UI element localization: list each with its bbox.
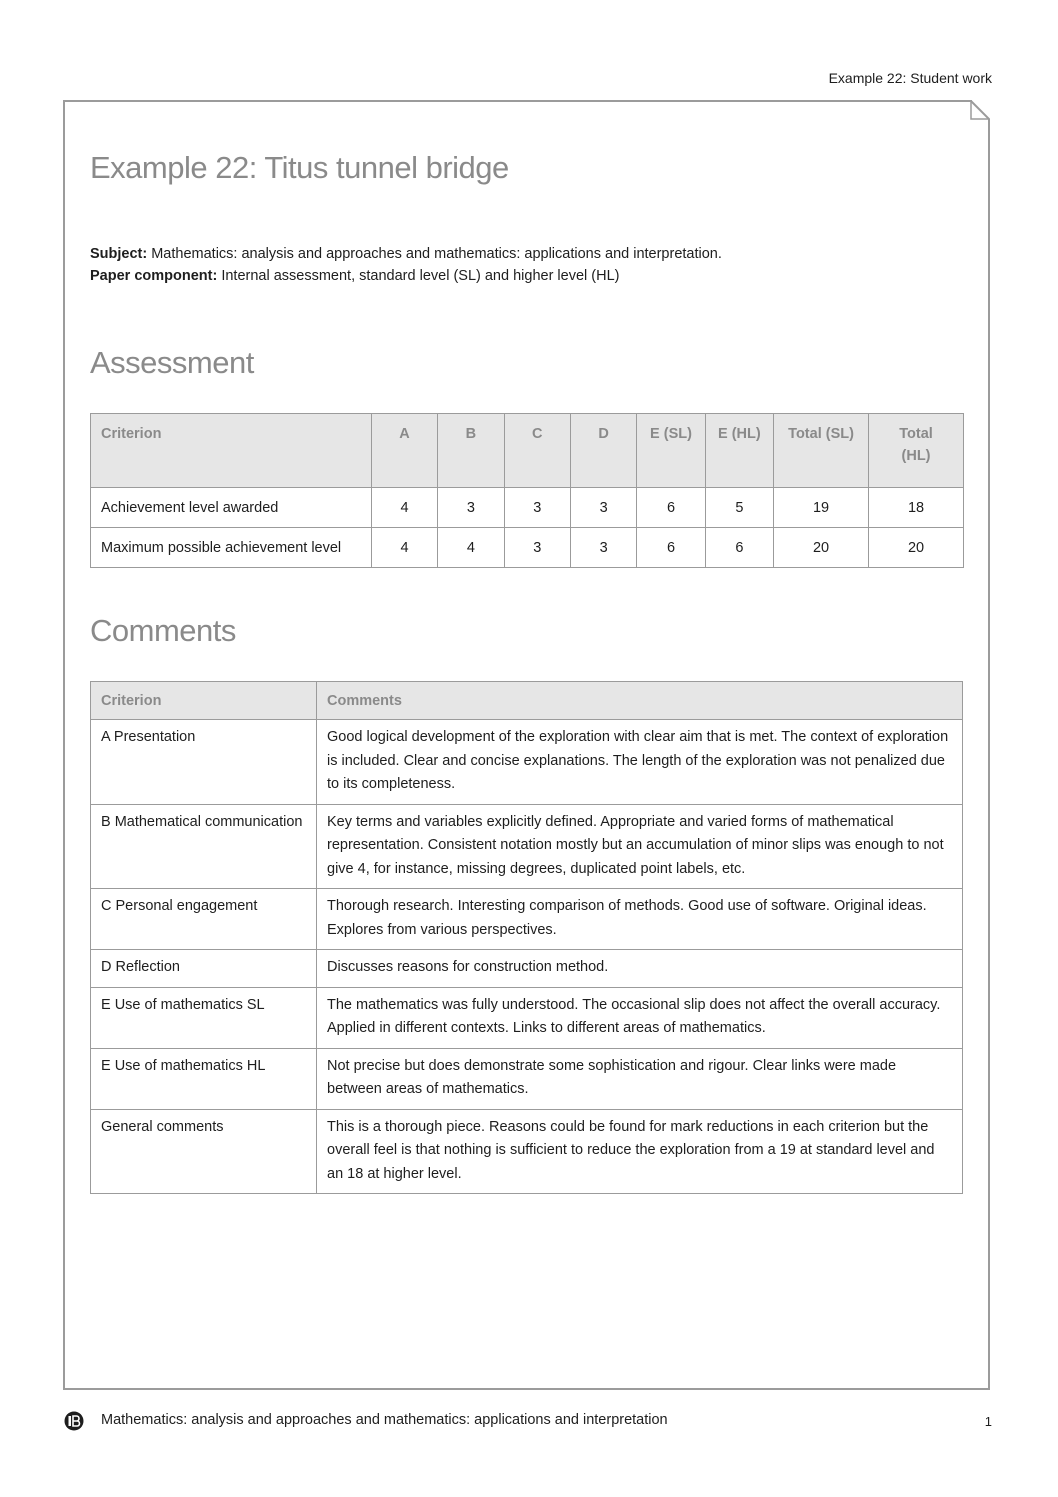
comment-row-presentation — [91, 720, 963, 805]
comment-text: Good logical development of the exploration with clear aim that is met. The context of exploration is included. Clear and concise explanations. The length of the exploration was not penalized due to its completeness. — [317, 720, 963, 805]
assessment-header-criterion: Criterion — [91, 414, 372, 488]
comment-text: Discusses reasons for construction method. — [317, 950, 963, 988]
subject-value: Mathematics: analysis and approaches and mathematics: applications and interpretation. — [147, 246, 722, 262]
assessment-row-label: Achievement level awarded — [91, 488, 372, 528]
comments-table — [90, 681, 963, 1194]
assessment-header-row — [91, 414, 964, 488]
assessment-header-a: A — [371, 414, 437, 488]
ib-logo-icon — [64, 1411, 84, 1431]
assessment-table — [90, 413, 964, 568]
assessment-cell: 6 — [705, 528, 773, 568]
comments-header-comments: Comments — [317, 682, 963, 720]
comment-row-use-of-maths-sl — [91, 987, 963, 1048]
assessment-cell: 18 — [869, 488, 964, 528]
assessment-cell: 5 — [705, 488, 773, 528]
assessment-header-e-sl: E (SL) — [637, 414, 705, 488]
comments-header-criterion: Criterion — [91, 682, 317, 720]
assessment-cell: 19 — [774, 488, 869, 528]
comment-row-general — [91, 1109, 963, 1194]
subject-label: Subject: — [90, 246, 148, 262]
comment-criterion: E Use of mathematics SL — [91, 987, 317, 1048]
comment-criterion: A Presentation — [91, 720, 317, 805]
page-number: 1 — [984, 1414, 992, 1429]
frame-top-border — [65, 100, 972, 102]
assessment-heading: Assessment — [90, 345, 254, 380]
assessment-cell: 20 — [774, 528, 869, 568]
assessment-cell: 3 — [570, 528, 636, 568]
assessment-row-label: Maximum possible achievement level — [91, 528, 372, 568]
component-line — [90, 265, 722, 287]
assessment-header-e-hl: E (HL) — [705, 414, 773, 488]
assessment-row-maximum — [91, 528, 964, 568]
assessment-cell: 4 — [438, 528, 504, 568]
assessment-header-b: B — [438, 414, 504, 488]
assessment-cell: 4 — [371, 528, 437, 568]
comment-text: Thorough research. Interesting comparison of methods. Good use of software. Original ideas. Explores from various perspectives. — [317, 889, 963, 950]
component-value: Internal assessment, standard level (SL) and higher level (HL) — [217, 268, 620, 284]
assessment-cell: 6 — [637, 528, 705, 568]
assessment-cell: 3 — [570, 488, 636, 528]
meta-block — [90, 243, 722, 287]
assessment-header-total-sl: Total (SL) — [774, 414, 869, 488]
page-fold-icon — [970, 100, 990, 120]
footer-text: Mathematics: analysis and approaches and mathematics: applications and interpretation — [101, 1412, 668, 1428]
comment-row-engagement — [91, 889, 963, 950]
comment-text: Key terms and variables explicitly defined. Appropriate and varied forms of mathematical representation. Consistent notation mostly but an accumulation of minor slips was enough to not give 4, for instance, missing degrees, duplicated point labels, etc. — [317, 804, 963, 889]
comment-text: The mathematics was fully understood. The occasional slip does not affect the overall accuracy. Applied in different contexts. Links to different areas of mathematics. — [317, 987, 963, 1048]
assessment-cell: 3 — [504, 528, 570, 568]
assessment-header-d: D — [570, 414, 636, 488]
comment-criterion: D Reflection — [91, 950, 317, 988]
assessment-cell: 20 — [869, 528, 964, 568]
component-label: Paper component: — [90, 268, 218, 284]
comment-criterion: C Personal engagement — [91, 889, 317, 950]
frame-right-border — [988, 120, 990, 1390]
comment-row-reflection — [91, 950, 963, 988]
comment-row-communication — [91, 804, 963, 889]
assessment-cell: 6 — [637, 488, 705, 528]
subject-line — [90, 243, 722, 265]
running-head: Example 22: Student work — [828, 70, 992, 86]
comment-text: This is a thorough piece. Reasons could be found for mark reductions in each criterion but the overall feel is that nothing is sufficient to reduce the exploration from a 19 at standard level and an 18 at higher level. — [317, 1109, 963, 1194]
comment-text: Not precise but does demonstrate some sophistication and rigour. Clear links were made between areas of mathematics. — [317, 1048, 963, 1109]
comments-header-row — [91, 682, 963, 720]
assessment-header-total-hl: Total (HL) — [869, 414, 964, 488]
assessment-cell: 3 — [504, 488, 570, 528]
assessment-header-c: C — [504, 414, 570, 488]
assessment-cell: 4 — [371, 488, 437, 528]
assessment-cell: 3 — [438, 488, 504, 528]
page-title: Example 22: Titus tunnel bridge — [90, 150, 509, 185]
comment-criterion: General comments — [91, 1109, 317, 1194]
assessment-row-awarded — [91, 488, 964, 528]
comments-heading: Comments — [90, 613, 236, 648]
comment-criterion: B Mathematical communication — [91, 804, 317, 889]
comment-criterion: E Use of mathematics HL — [91, 1048, 317, 1109]
comment-row-use-of-maths-hl — [91, 1048, 963, 1109]
